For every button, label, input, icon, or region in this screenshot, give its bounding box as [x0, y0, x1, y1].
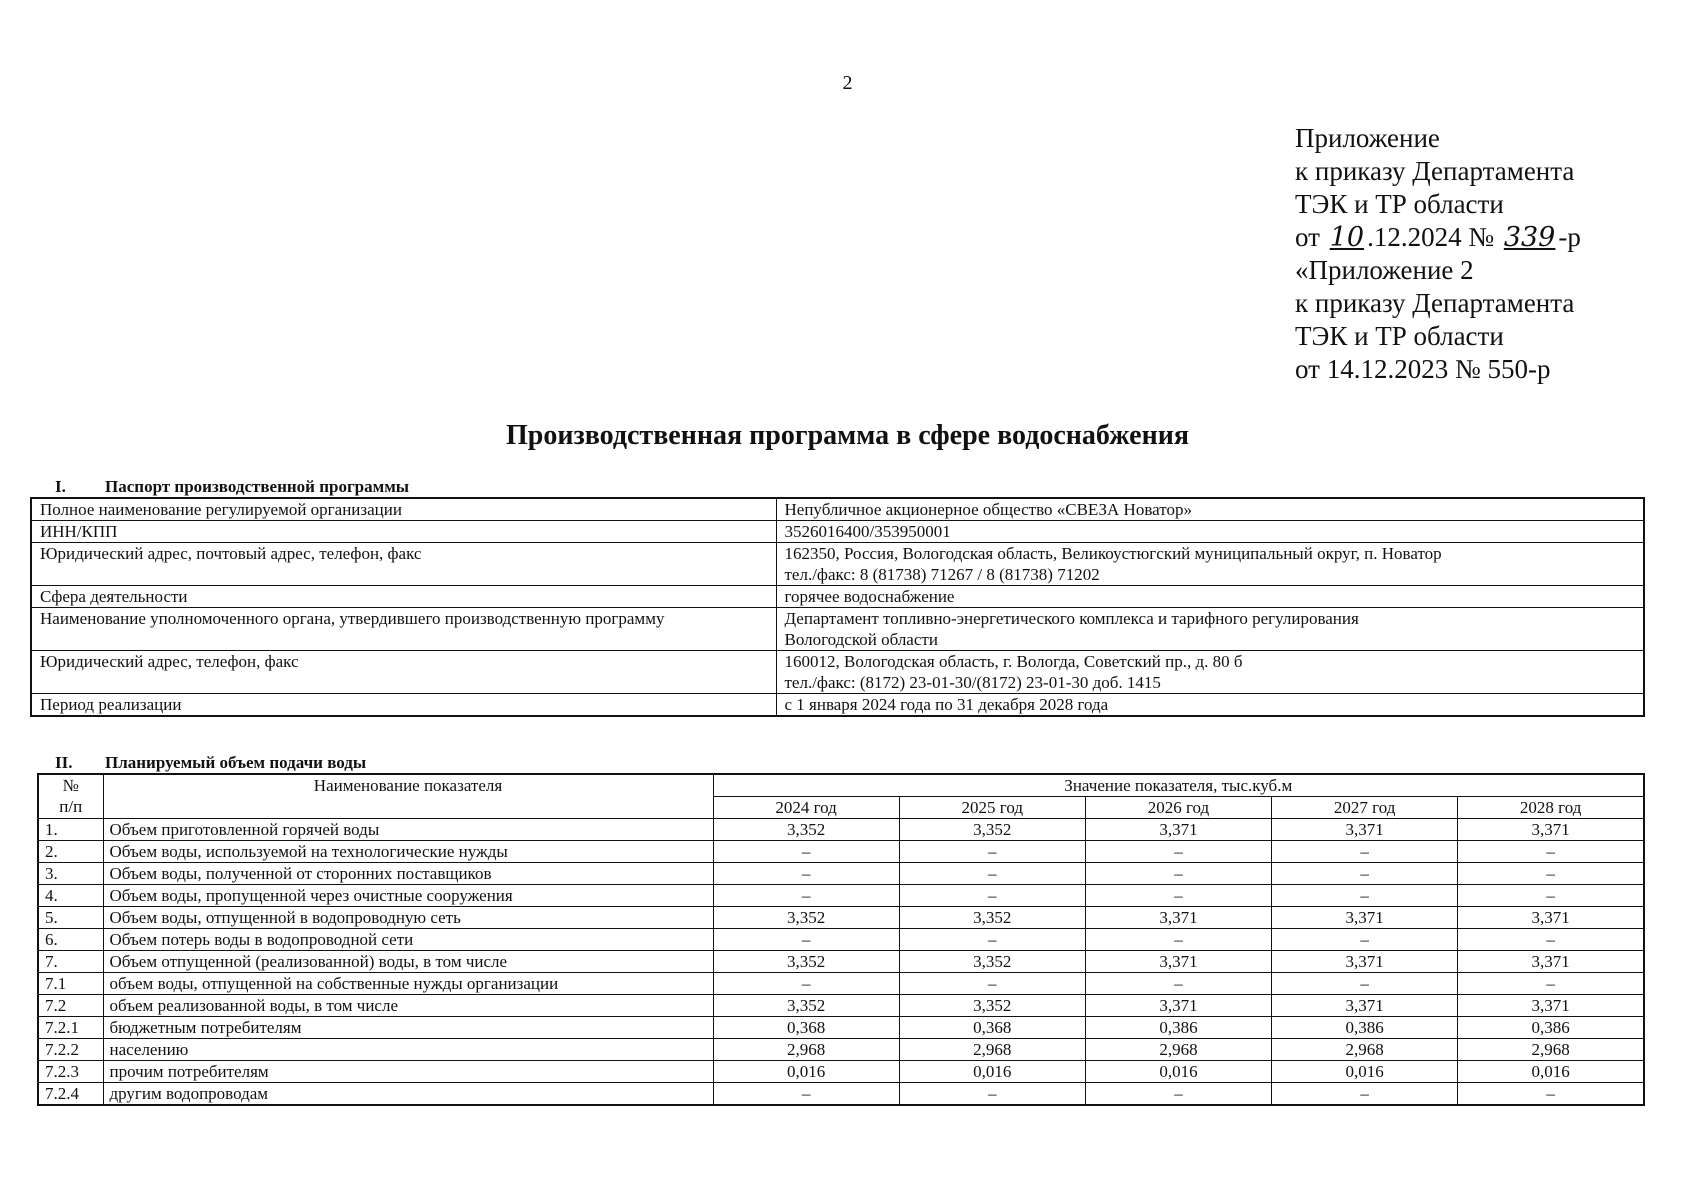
- indicator-value: 3,371: [1085, 995, 1271, 1017]
- indicator-value: –: [1272, 863, 1458, 885]
- passport-label: Период реализации: [31, 694, 776, 717]
- section2-heading: [55, 753, 366, 773]
- indicator-value: –: [1272, 973, 1458, 995]
- indicator-name: прочим потребителям: [103, 1061, 713, 1083]
- indicator-value: –: [1458, 1083, 1644, 1106]
- passport-row: [31, 498, 1644, 521]
- indicator-value: 3,352: [899, 819, 1085, 841]
- indicator-name: Объем воды, отпущенной в водопроводную сеть: [103, 907, 713, 929]
- volume-row: [38, 973, 1644, 995]
- passport-table: [30, 497, 1645, 717]
- row-number: 7.2: [38, 995, 103, 1017]
- passport-value-line1: Непубличное акционерное общество «СВЕЗА Новатор»: [784, 500, 1192, 519]
- passport-value: [776, 694, 1644, 717]
- indicator-value: 3,371: [1272, 995, 1458, 1017]
- indicator-value: 3,352: [713, 819, 899, 841]
- indicator-value: –: [1085, 973, 1271, 995]
- passport-value-line2: Вологодской области: [784, 630, 938, 649]
- indicator-value: –: [1272, 841, 1458, 863]
- volume-table: [37, 773, 1645, 1106]
- passport-label: Наименование уполномоченного органа, утвердившего производственную программу: [31, 608, 776, 651]
- appendix-line: от 14.12.2023 № 550-р: [1295, 354, 1551, 384]
- indicator-value: –: [1272, 885, 1458, 907]
- indicator-value: –: [713, 863, 899, 885]
- row-number: 1.: [38, 819, 103, 841]
- passport-value-line1: 162350, Россия, Вологодская область, Великоустюгский муниципальный округ, п. Новатор: [784, 544, 1442, 563]
- passport-value-line1: Департамент топливно-энергетического комплекса и тарифного регулирования: [784, 609, 1359, 628]
- indicator-value: 3,352: [713, 907, 899, 929]
- indicator-value: 3,352: [713, 995, 899, 1017]
- indicator-value: 0,016: [1272, 1061, 1458, 1083]
- indicator-value: 3,352: [899, 995, 1085, 1017]
- row-number: 7.2.3: [38, 1061, 103, 1083]
- indicator-value: 0,368: [899, 1017, 1085, 1039]
- indicator-value: 2,968: [1272, 1039, 1458, 1061]
- indicator-value: 3,352: [713, 951, 899, 973]
- indicator-name: объем реализованной воды, в том числе: [103, 995, 713, 1017]
- indicator-value: –: [899, 929, 1085, 951]
- appendix-block: [1295, 122, 1581, 386]
- passport-value-line1: горячее водоснабжение: [784, 587, 955, 606]
- row-number: 7.2.4: [38, 1083, 103, 1106]
- indicator-value: –: [713, 929, 899, 951]
- section2-title: Планируемый объем подачи воды: [105, 753, 367, 772]
- indicator-value: 2,968: [1458, 1039, 1644, 1061]
- page-number: 2: [842, 72, 853, 94]
- indicator-value: –: [899, 1083, 1085, 1106]
- passport-row: [31, 543, 1644, 586]
- indicator-name: бюджетным потребителям: [103, 1017, 713, 1039]
- indicator-value: –: [1458, 929, 1644, 951]
- indicator-value: –: [1085, 863, 1271, 885]
- header-year: 2024 год: [713, 797, 899, 819]
- indicator-value: 3,371: [1085, 951, 1271, 973]
- indicator-value: –: [1458, 973, 1644, 995]
- volume-row: [38, 841, 1644, 863]
- volume-row: [38, 995, 1644, 1017]
- indicator-value: 0,016: [1085, 1061, 1271, 1083]
- header-year: 2028 год: [1458, 797, 1644, 819]
- indicator-value: 3,371: [1272, 951, 1458, 973]
- passport-row: [31, 694, 1644, 717]
- indicator-value: –: [1458, 863, 1644, 885]
- indicator-value: –: [899, 863, 1085, 885]
- appendix-line: к приказу Департамента: [1295, 156, 1575, 186]
- indicator-value: –: [1085, 929, 1271, 951]
- row-number: 7.1: [38, 973, 103, 995]
- header-num-line1: №: [62, 776, 79, 795]
- indicator-value: –: [899, 841, 1085, 863]
- indicator-value: 3,371: [1458, 819, 1644, 841]
- header-num: [38, 774, 103, 819]
- passport-value-line1: 160012, Вологодская область, г. Вологда, Советский пр., д. 80 б: [784, 652, 1243, 671]
- indicator-value: 3,352: [899, 907, 1085, 929]
- indicator-value: –: [713, 1083, 899, 1106]
- header-year: 2027 год: [1272, 797, 1458, 819]
- indicator-value: 0,386: [1085, 1017, 1271, 1039]
- indicator-name: Объем отпущенной (реализованной) воды, в том числе: [103, 951, 713, 973]
- indicator-name: Объем приготовленной горячей воды: [103, 819, 713, 841]
- order-prefix: от: [1295, 222, 1320, 252]
- indicator-value: –: [713, 973, 899, 995]
- section1-number: I.: [55, 477, 66, 496]
- header-year: 2025 год: [899, 797, 1085, 819]
- indicator-value: –: [1272, 929, 1458, 951]
- indicator-value: 0,386: [1458, 1017, 1644, 1039]
- row-number: 6.: [38, 929, 103, 951]
- appendix-line: ТЭК и ТР области: [1295, 321, 1504, 351]
- indicator-value: –: [1458, 841, 1644, 863]
- handwritten-day: 10: [1329, 222, 1365, 253]
- passport-row: [31, 521, 1644, 543]
- volume-row: [38, 1061, 1644, 1083]
- indicator-value: 3,352: [899, 951, 1085, 973]
- passport-row: [31, 651, 1644, 694]
- indicator-value: 0,386: [1272, 1017, 1458, 1039]
- header-num-line2: п/п: [59, 797, 83, 816]
- indicator-value: 0,016: [713, 1061, 899, 1083]
- indicator-value: –: [1085, 885, 1271, 907]
- passport-value-line2: тел./факс: 8 (81738) 71267 / 8 (81738) 71202: [784, 565, 1100, 584]
- indicator-value: 3,371: [1458, 995, 1644, 1017]
- appendix-order-line: [1295, 221, 1581, 254]
- volume-row: [38, 907, 1644, 929]
- passport-row: [31, 608, 1644, 651]
- indicator-value: –: [1272, 1083, 1458, 1106]
- volume-row: [38, 863, 1644, 885]
- passport-label: Юридический адрес, телефон, факс: [31, 651, 776, 694]
- section1-heading: [55, 477, 409, 497]
- indicator-name: Объем воды, пропущенной через очистные сооружения: [103, 885, 713, 907]
- indicator-value: 0,368: [713, 1017, 899, 1039]
- row-number: 5.: [38, 907, 103, 929]
- indicator-value: 3,371: [1272, 819, 1458, 841]
- order-middle: .12.2024 №: [1367, 222, 1495, 252]
- indicator-name: другим водопроводам: [103, 1083, 713, 1106]
- passport-value: [776, 521, 1644, 543]
- passport-value: [776, 586, 1644, 608]
- indicator-value: –: [899, 885, 1085, 907]
- header-year: 2026 год: [1085, 797, 1271, 819]
- passport-value-line1: с 1 января 2024 года по 31 декабря 2028 года: [784, 695, 1109, 714]
- indicator-value: –: [713, 841, 899, 863]
- row-number: 7.2.1: [38, 1017, 103, 1039]
- appendix-line: ТЭК и ТР области: [1295, 189, 1504, 219]
- indicator-value: –: [713, 885, 899, 907]
- row-number: 3.: [38, 863, 103, 885]
- passport-value: [776, 651, 1644, 694]
- indicator-value: 3,371: [1458, 951, 1644, 973]
- passport-label: ИНН/КПП: [31, 521, 776, 543]
- appendix-line: к приказу Департамента: [1295, 288, 1575, 318]
- volume-row: [38, 1083, 1644, 1106]
- appendix-line: Приложение: [1295, 123, 1440, 153]
- volume-row: [38, 885, 1644, 907]
- indicator-value: 2,968: [713, 1039, 899, 1061]
- passport-label: Юридический адрес, почтовый адрес, телефон, факс: [31, 543, 776, 586]
- passport-value-line2: тел./факс: (8172) 23-01-30/(8172) 23-01-30 доб. 1415: [784, 673, 1161, 692]
- indicator-value: 2,968: [1085, 1039, 1271, 1061]
- row-number: 2.: [38, 841, 103, 863]
- passport-value-line1: 3526016400/353950001: [784, 522, 951, 541]
- indicator-name: Объем потерь воды в водопроводной сети: [103, 929, 713, 951]
- row-number: 4.: [38, 885, 103, 907]
- passport-value: [776, 543, 1644, 586]
- indicator-value: –: [1085, 1083, 1271, 1106]
- row-number: 7.2.2: [38, 1039, 103, 1061]
- indicator-value: 0,016: [899, 1061, 1085, 1083]
- volume-row: [38, 951, 1644, 973]
- passport-value: [776, 498, 1644, 521]
- header-name: Наименование показателя: [103, 774, 713, 819]
- indicator-name: Объем воды, полученной от сторонних поставщиков: [103, 863, 713, 885]
- indicator-value: –: [1085, 841, 1271, 863]
- volume-row: [38, 1039, 1644, 1061]
- section1-title: Паспорт производственной программы: [105, 477, 410, 496]
- appendix-line: «Приложение 2: [1295, 255, 1474, 285]
- passport-row: [31, 586, 1644, 608]
- indicator-name: объем воды, отпущенной на собственные нужды организации: [103, 973, 713, 995]
- passport-label: Сфера деятельности: [31, 586, 776, 608]
- row-number: 7.: [38, 951, 103, 973]
- passport-label: Полное наименование регулируемой организации: [31, 498, 776, 521]
- volume-row: [38, 819, 1644, 841]
- indicator-value: 3,371: [1085, 907, 1271, 929]
- indicator-value: –: [899, 973, 1085, 995]
- volume-row: [38, 929, 1644, 951]
- volume-row: [38, 1017, 1644, 1039]
- indicator-value: 2,968: [899, 1039, 1085, 1061]
- indicator-value: 3,371: [1458, 907, 1644, 929]
- order-suffix: -р: [1558, 222, 1581, 252]
- indicator-name: Объем воды, используемой на технологические нужды: [103, 841, 713, 863]
- document-title: Производственная программа в сфере водоснабжения: [505, 420, 1190, 451]
- indicator-value: 0,016: [1458, 1061, 1644, 1083]
- indicator-name: населению: [103, 1039, 713, 1061]
- indicator-value: 3,371: [1085, 819, 1271, 841]
- indicator-value: 3,371: [1272, 907, 1458, 929]
- header-value-group: Значение показателя, тыс.куб.м: [713, 774, 1644, 797]
- section2-number: II.: [55, 753, 73, 772]
- indicator-value: –: [1458, 885, 1644, 907]
- passport-value: [776, 608, 1644, 651]
- handwritten-order-number: 339: [1503, 222, 1556, 253]
